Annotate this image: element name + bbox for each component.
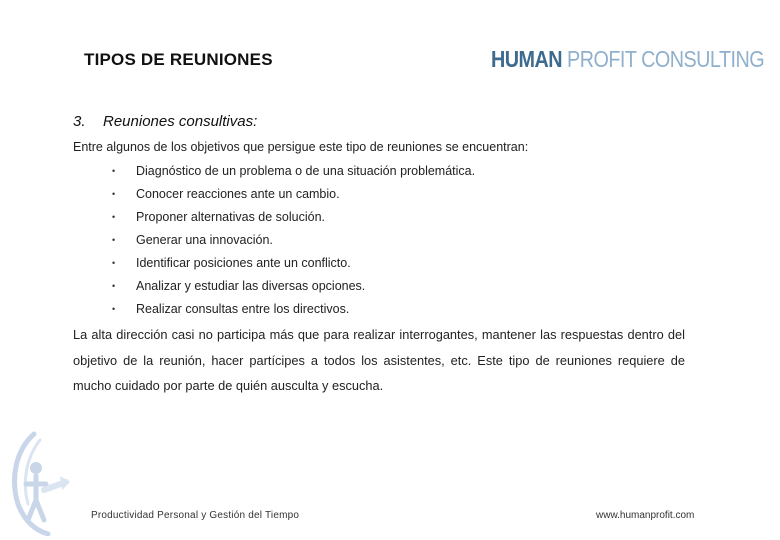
brand-logo [491,46,764,73]
bullet-icon: • [112,166,116,176]
page-title: TIPOS DE REUNIONES [84,50,273,69]
list-item [112,206,475,229]
intro-text: Entre algunos de los objetivos que persigue este tipo de reuniones se encuentran: [73,140,529,154]
bullet-icon: • [112,281,116,291]
list-item-text: Generar una innovación. [136,233,273,247]
bullet-icon: • [112,212,116,222]
list-item-text: Diagnóstico de un problema o de una situación problemática. [136,164,476,178]
list-item-text: Proponer alternativas de solución. [136,210,326,224]
list-item [112,183,475,206]
list-item [112,160,475,183]
body-paragraph: La alta dirección casi no participa más que para realizar interrogantes, mantener las respuestas dentro del objetivo de la reunión, hacer partícipes a todos los asistentes, etc. Este tipo de reuniones requiere de mucho cuidado por parte de quién ausculta y escucha. [73,327,685,393]
list-item [112,252,475,275]
section-heading [73,113,257,130]
bullet-icon: • [112,258,116,268]
footer-website-link[interactable]: www.humanprofit.com [596,510,695,521]
section-number: 3. [73,113,86,130]
brand-logo-part2: PROFIT CONSULTING [562,46,765,72]
brand-logo-part1: HUMAN [491,46,563,72]
objectives-list [112,160,475,321]
bullet-icon: • [112,189,116,199]
human-figure-logo-icon [4,430,74,536]
bullet-icon: • [112,235,116,245]
section-title: Reuniones consultivas: [103,113,258,130]
list-item-text: Realizar consultas entre los directivos. [136,302,350,316]
list-item [112,298,475,321]
list-item-text: Identificar posiciones ante un conflicto. [136,256,351,270]
list-item-text: Conocer reacciones ante un cambio. [136,187,340,201]
list-item-text: Analizar y estudiar las diversas opciones. [136,279,366,293]
footer-course-title: Productividad Personal y Gestión del Tiempo [91,510,300,521]
list-item [112,275,475,298]
list-item [112,229,475,252]
bullet-icon: • [112,304,116,314]
